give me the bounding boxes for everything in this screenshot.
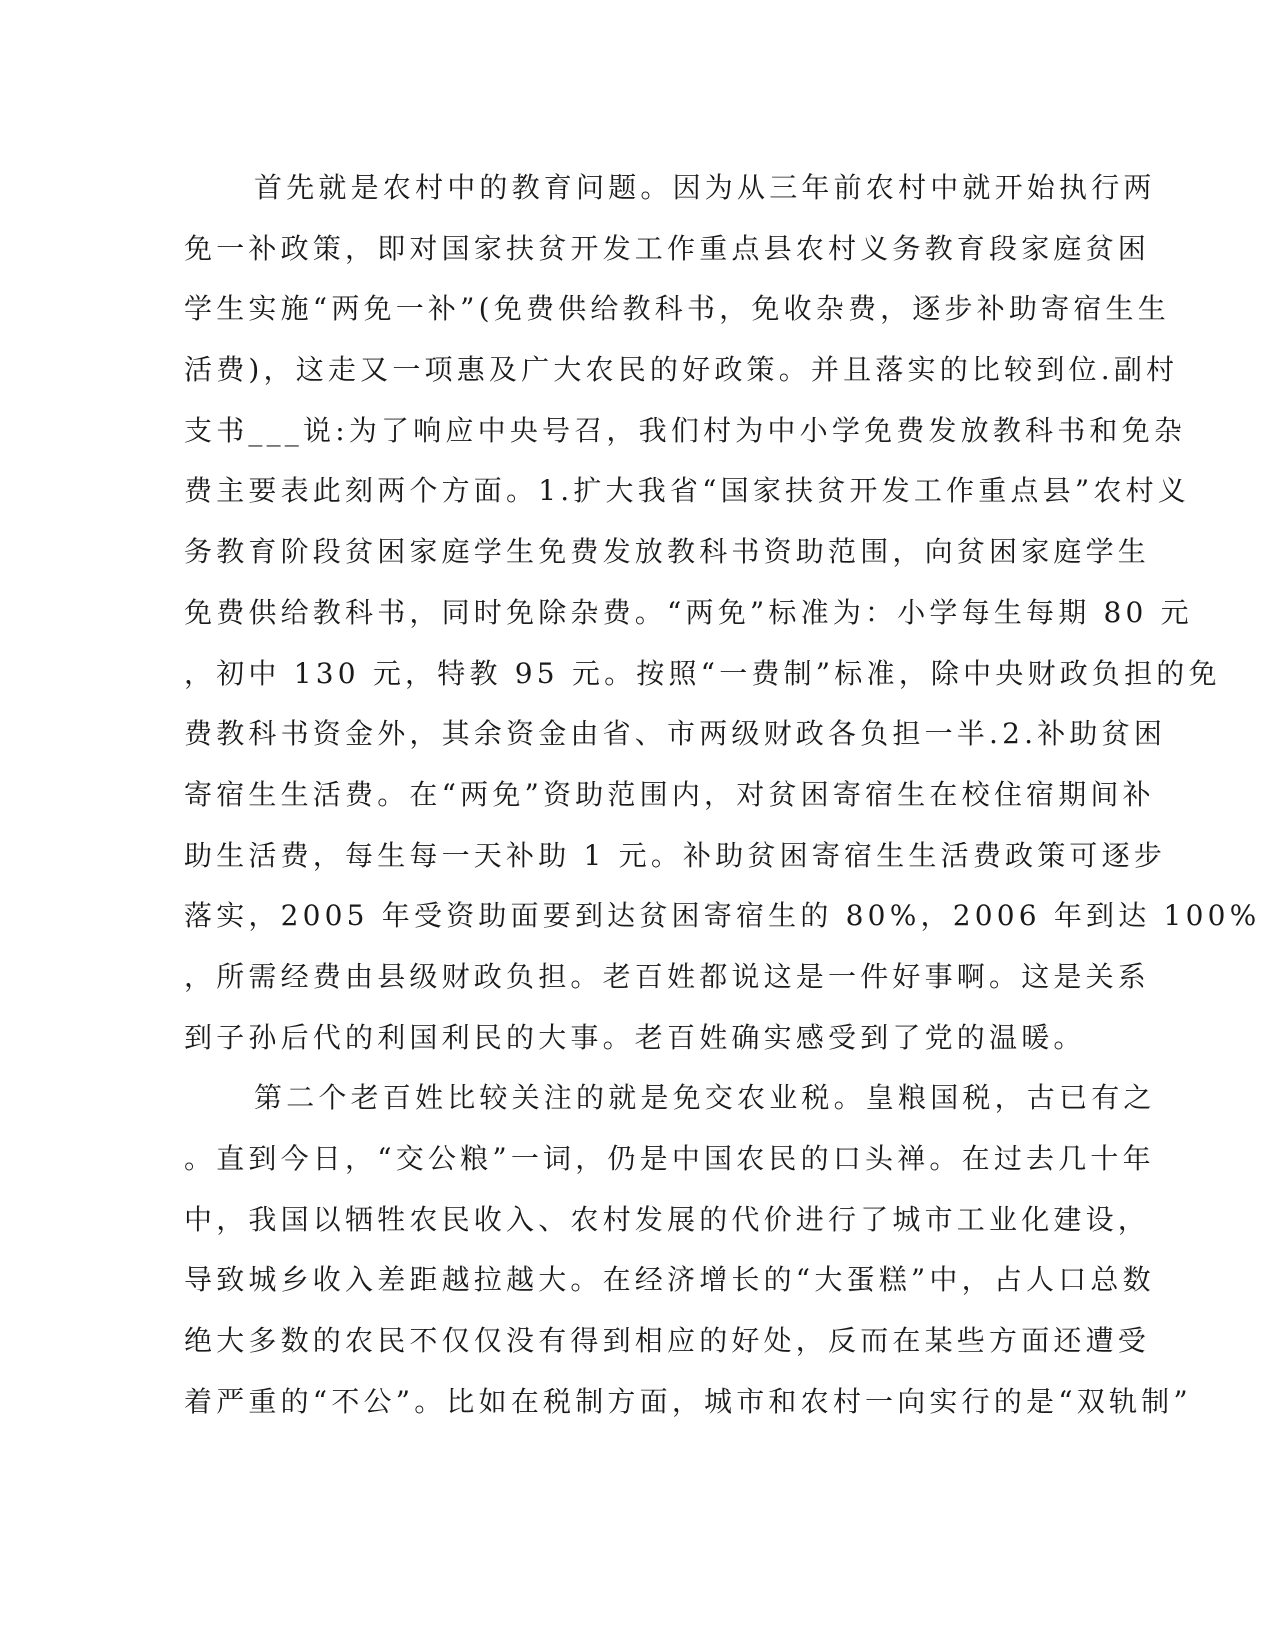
- paragraph-2-line-5: 绝大多数的农民不仅仅没有得到相应的好处，反而在某些方面还遭受: [184, 1324, 1151, 1358]
- paragraph-2-line-1: 第二个老百姓比较关注的就是免交农业税。皇粮国税，古已有之: [254, 1081, 1156, 1115]
- paragraph-1-line-12: 助生活费，每生每一天补助 1 元。补助贫困寄宿生生活费政策可逐步: [184, 838, 1167, 872]
- paragraph-1-line-8: 免费供给教科书，同时免除杂费。“两免”标准为：小学每生每期 80 元: [184, 595, 1193, 629]
- paragraph-1-line-3: 学生实施“两免一补”(免费供给教科书，免收杂费，逐步补助寄宿生生: [184, 292, 1170, 326]
- paragraph-1-line-6: 费主要表此刻两个方面。1.扩大我省“国家扶贫开发工作重点县”农村义: [184, 474, 1190, 508]
- body-text: [184, 158, 1261, 1432]
- paragraph-1-line-13: 落实，2005 年受资助面要到达贫困寄宿生的 80%，2006 年到达 100%: [184, 899, 1261, 933]
- paragraph-1-line-15: 到子孙后代的利国利民的大事。老百姓确实感受到了党的温暖。: [184, 1020, 1086, 1054]
- paragraph-2-line-3: 中，我国以牺牲农民收入、农村发展的代价进行了城市工业化建设，: [184, 1202, 1151, 1236]
- paragraph-1-line-14: ，所需经费由县级财政负担。老百姓都说这是一件好事啊。这是关系: [184, 959, 1151, 993]
- paragraph-1-line-4: 活费)，这走又一项惠及广大农民的好政策。并且落实的比较到位.副村: [184, 353, 1179, 387]
- paragraph-1-line-7: 务教育阶段贫困家庭学生免费发放教科书资助范围，向贫困家庭学生: [184, 535, 1151, 569]
- paragraph-1-line-11: 寄宿生生活费。在“两免”资助范围内，对贫困寄宿生在校住宿期间补: [184, 777, 1155, 811]
- paragraph-1-line-10: 费教科书资金外，其余资金由省、市两级财政各负担一半.2.补助贫困: [184, 717, 1167, 751]
- paragraph-1-line-9: ，初中 130 元，特教 95 元。按照“一费制”标准，除中央财政负担的免: [184, 656, 1221, 690]
- paragraph-2-line-4: 导致城乡收入差距越拉越大。在经济增长的“大蛋糕”中，占人口总数: [184, 1263, 1155, 1297]
- paragraph-1-line-5: 支书___说:为了响应中央号召，我们村为中小学免费发放教科书和免杂: [184, 413, 1187, 447]
- paragraph-1-line-2: 免一补政策，即对国家扶贫开发工作重点县农村义务教育段家庭贫困: [184, 231, 1151, 265]
- paragraph-2-line-2: 。直到今日，“交公粮”一词，仍是中国农民的口头禅。在过去几十年: [184, 1142, 1155, 1175]
- paragraph-1-line-1: 首先就是农村中的教育问题。因为从三年前农村中就开始执行两: [254, 171, 1156, 204]
- paragraph-2-line-6: 着严重的“不公”。比如在税制方面，城市和农村一向实行的是“双轨制”: [184, 1384, 1192, 1418]
